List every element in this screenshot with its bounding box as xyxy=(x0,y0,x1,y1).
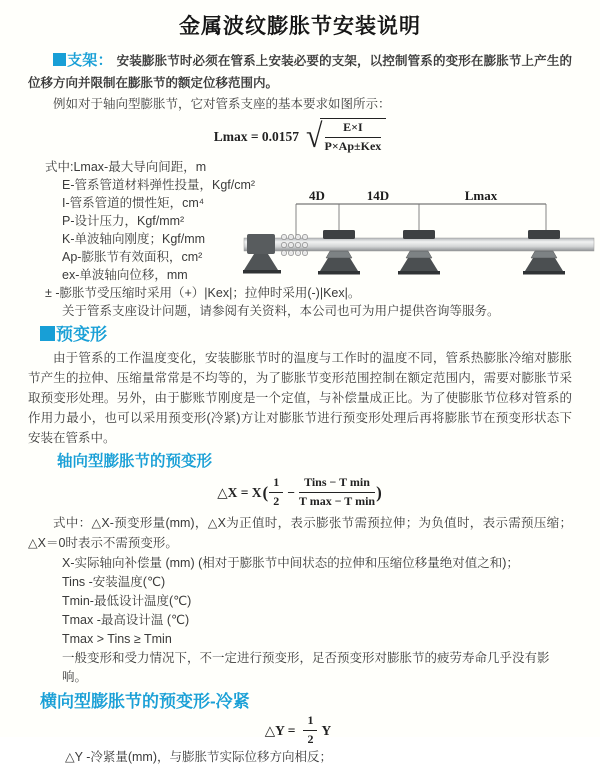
lmax-formula-denominator: P×Ap±Kex xyxy=(324,139,382,153)
predeform-body-paragraph: 由于管系的工作温度变化，安装膨胀节时的温度与工作时的温度不同，管系热膨胀冷缩对膨胀节产生的拉伸、压缩量常常是不均等的，为了膨胀节变形范围控制在额定范围内，需要对膨胀节采取预变形处理。另外，由于膨账节刚度是一个定值，与补偿量成正比。为了使膨胀节位移对管系的作用力最小，也可以采用预变形(冷紧)方让对膨胀节进行预变形处理后再将膨胀节在预变形状态下安装在管系中。 xyxy=(28,350,572,445)
blue-square-icon xyxy=(40,326,55,341)
fraction-numerator: 1 xyxy=(269,475,283,493)
definition-line: K-单波轴向刚度；Kgf/mm xyxy=(62,231,206,246)
definition-line: I-管系管道的惯性矩，cm⁴ xyxy=(62,195,205,210)
definition-line: 式中:Lmax-最大导向间距，m xyxy=(45,159,207,174)
definition-line: ± -膨胀节受压缩时采用（+）|Kex|；拉伸时采用(-)|Kex|。 xyxy=(45,285,361,300)
lmax-formula-lhs: Lmax = 0.0157 xyxy=(213,128,300,144)
fraction-numerator: Tins − T min xyxy=(299,475,375,493)
minus-sign: − xyxy=(287,484,295,500)
general-note-line: 一般变形和受力情况下，不一定进行预变形，足否预变形对膨胀节的疲劳寿命几乎没有影响。 xyxy=(62,650,550,684)
blue-square-icon xyxy=(53,53,66,66)
consulting-note-line: 关于管系支座设计问题，请参阅有关资料，本公司也可为用户提供咨询等服务。 xyxy=(62,303,500,318)
close-paren: ) xyxy=(376,482,382,502)
fraction-denominator: 2 xyxy=(273,494,280,508)
predeform-heading-label: 预变形 xyxy=(56,324,107,344)
x-definition-line: X-实际轴向补偿量 (mm) (相对于膨胀节中间状态的拉伸和压缩位移量绝对值之和)； xyxy=(62,555,519,570)
axial-formula-note: 式中：△X-预变形量(mm)，△X为正值时，表示膨张节需预拉伸；为负值时，表示需预压缩；△X＝0时表示不需预变形。 xyxy=(28,515,572,550)
lateral-predeform-formula xyxy=(28,713,572,746)
support-intro-paragraph xyxy=(28,50,572,94)
dimension-label-14d: 14D xyxy=(366,188,390,203)
pipe-support xyxy=(398,230,440,275)
fraction-numerator: 1 xyxy=(303,713,317,731)
axial-variable-lines xyxy=(62,554,572,687)
definition-line: P-设计压力，Kgf/mm² xyxy=(62,213,185,228)
temperature-definition-line: Tins -安装温度(℃) xyxy=(62,574,166,589)
temperature-definition-line: Tmin-最低设计温度(℃) xyxy=(62,593,192,608)
temperature-relation-line: Tmax > Tins ≥ Tmin xyxy=(62,631,172,646)
page-title: 金属波纹膨胀节安装说明 xyxy=(179,15,421,38)
lateral-formula-lhs: △Y = xyxy=(264,722,296,738)
lateral-formula-rhs: Y xyxy=(321,722,332,738)
pipe-support-diagram xyxy=(244,188,596,288)
dimension-label-lmax: Lmax xyxy=(464,188,498,203)
lmax-formula-numerator: E×I xyxy=(325,120,382,138)
dimension-label-4d: 4D xyxy=(309,188,325,203)
temperature-ratio-fraction xyxy=(299,475,375,509)
open-paren: ( xyxy=(262,482,269,502)
axial-formula-lhs: △X = X xyxy=(217,484,262,500)
lmax-formula-radicand xyxy=(320,118,387,154)
support-example-line: 例如对于轴向型膨胀节，它对管系支座的基本要求如图所示： xyxy=(53,97,391,111)
definition-line: ex-单波轴向位移，mm xyxy=(62,267,188,282)
lateral-predeform-heading: 横向型膨胀节的预变形-冷紧 xyxy=(40,691,250,711)
axial-predeform-heading: 轴向型膨胀节的预变形 xyxy=(57,452,213,470)
one-half-fraction xyxy=(269,475,283,509)
pipe-support xyxy=(318,230,360,275)
temperature-definition-line: Tmax -最高设计温 (℃) xyxy=(62,612,190,627)
pipe-support xyxy=(523,230,565,275)
one-half-fraction xyxy=(303,713,317,747)
fraction-denominator: 2 xyxy=(307,732,314,746)
axial-predeform-formula xyxy=(28,475,572,511)
support-section-heading: 支架： xyxy=(67,52,113,69)
definition-line: E-管系管道材料弹性投量，Kgf/cm² xyxy=(62,177,256,192)
lateral-formula-note: △Y -冷紧量(mm)，与膨胀节实际位移方向相反； xyxy=(65,749,333,764)
document-content xyxy=(0,50,600,766)
fraction-denominator: T max − T min xyxy=(298,494,376,508)
definition-line: Ap-膨胀节有效面积，cm² xyxy=(62,249,203,264)
square-root-icon: √ xyxy=(306,117,323,155)
support-intro-text: 安装膨胀节时必须在管系上安装必要的支架，以控制管系的变形在膨胀节上产生的位移方向并限制在膨胀节的额定位移范围内。 xyxy=(28,54,572,90)
predeform-section-heading xyxy=(40,325,572,345)
lmax-formula-fraction xyxy=(325,120,382,154)
lmax-formula xyxy=(28,118,572,156)
